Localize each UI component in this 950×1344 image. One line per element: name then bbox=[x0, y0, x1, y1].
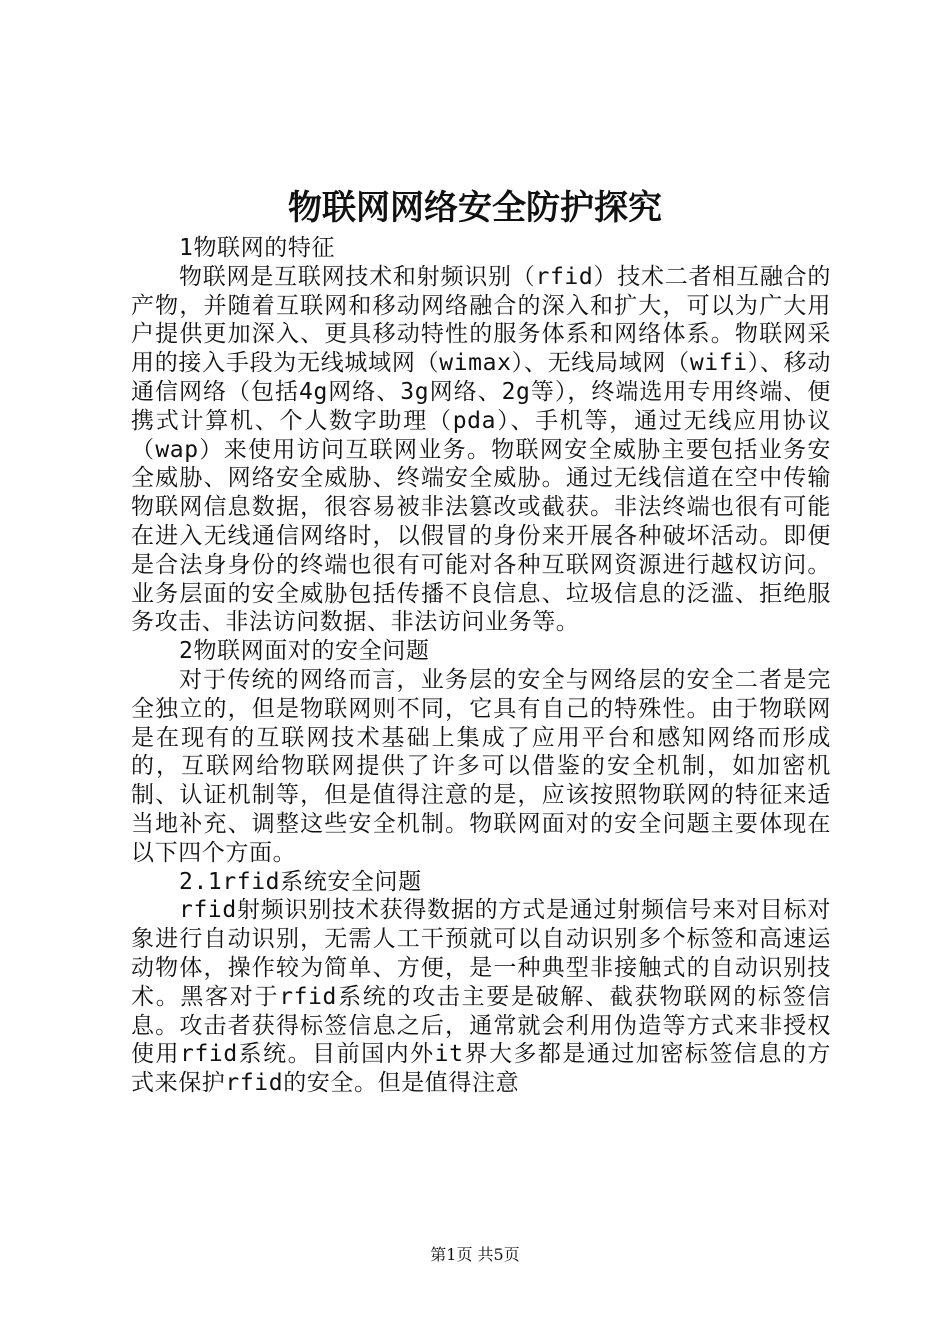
section-heading-2-1: 2.1rfid系统安全问题 bbox=[179, 868, 422, 895]
section-heading-1: 1物联网的特征 bbox=[179, 235, 336, 261]
section-paragraph-1: 物联网是互联网技术和射频识别（rfid）技术二者相互融合的产物，并随着互联网和移动网络融合的深入和扩大，可以为广大用户提供更加深入、更具移动特性的服务体系和网络体系。物联网采用的接入手段为无线城域网（wimax）、无线局域网（wifi）、移动通信网络（包括4g网络、3g网络、2g等），终端选用专用终端、便携式计算机、个人数字助理（pda）、手机等，通过无线应用协议（wap）来使用访问互联网业务。物联网安全威胁主要包括业务安全威胁、网络安全威胁、终端安全威胁。通过无线信道在空中传输物联网信息数据，很容易被非法篡改或截获。非法终端也很有可能在进入无线通信网络时，以假冒的身份来开展各种破坏活动。即便是合法身身份的终端也很有可能对各种互联网资源进行越权访问。业务层面的安全威胁包括传播不良信息、垃圾信息的泛滥、拒绝服务攻击、非法访问数据、非法访问业务等。 bbox=[131, 263, 831, 636]
document-body bbox=[131, 234, 831, 1098]
section-heading-2: 2物联网面对的安全问题 bbox=[179, 638, 430, 665]
page-footer: 第1页 共5页 bbox=[430, 1245, 520, 1264]
section-paragraph-2-1: rfid射频识别技术获得数据的方式是通过射频信号来对目标对象进行自动识别，无需人工干预就可以自动识别多个标签和高速运动物体，操作较为简单、方便，是一种典型非接触式的自动识别技术。黑客对于rfid系统的攻击主要是破解、截获物联网的标签信息。攻击者获得标签信息之后，通常就会利用伪造等方式来非授权使用rfid系统。目前国内外it界大多都是通过加密标签信息的方式来保护rfid的安全。但是值得注意 bbox=[131, 897, 831, 1097]
section-paragraph-2: 对于传统的网络而言，业务层的安全与网络层的安全二者是完全独立的，但是物联网则不同，它具有自己的特殊性。由于物联网是在现有的互联网技术基础上集成了应用平台和感知网络而形成的，互联网给物联网提供了许多可以借鉴的安全机制，如加密机制、认证机制等，但是值得注意的是，应该按照物联网的特征来适当地补充、调整这些安全机制。物联网面对的安全问题主要体现在以下四个方面。 bbox=[131, 666, 831, 866]
document-title: 物联网网络安全防护探究 bbox=[288, 188, 662, 228]
